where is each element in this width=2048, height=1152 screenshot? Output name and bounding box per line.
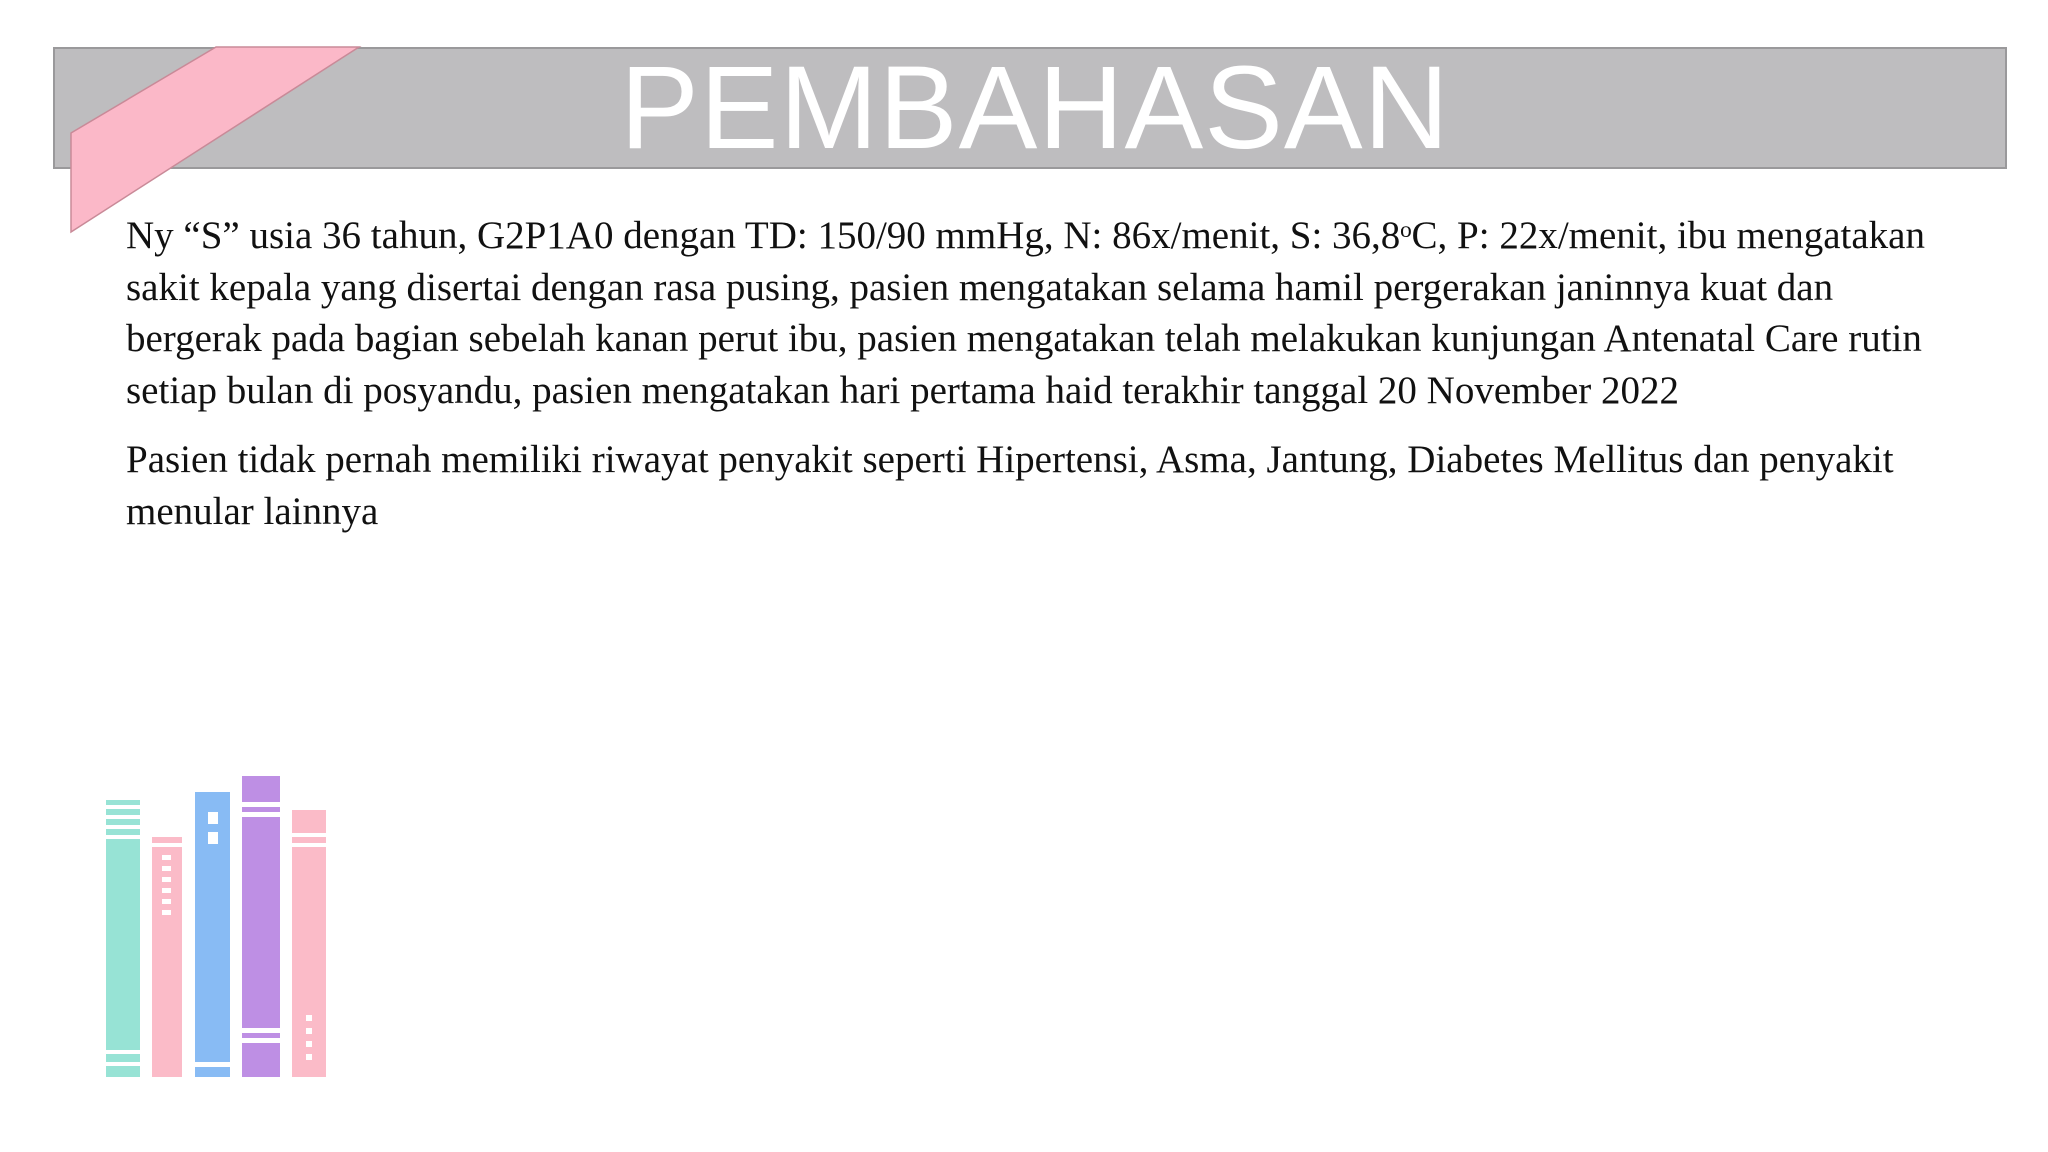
- paragraph-case: Ny “S” usia 36 tahun, G2P1A0 dengan TD: 150/90 mmHg, N: 86x/menit, S: 36,8ᵒC, P: 22x/menit, ibu mengatakan sakit kepala yang disertai dengan rasa pusing, pasien mengatakan selama hamil pergerakan janinnya kuat dan bergerak pada bagian sebelah kanan perut ibu, pasien mengatakan telah melakukan kunjungan Antenatal Care rutin setiap bulan di posyandu, pasien mengatakan hari pertama haid terakhir tanggal 20 November 2022: [126, 214, 1925, 412]
- book-purple-icon: [242, 776, 280, 1077]
- page-title: PEMBAHASAN: [620, 42, 1450, 174]
- slide-body: [126, 210, 1926, 555]
- book-lightpink-icon: [292, 810, 326, 1077]
- paragraph-history: Pasien tidak pernah memiliki riwayat penyakit seperti Hipertensi, Asma, Jantung, Diabetes Mellitus dan penyakit menular lainnya: [126, 438, 1894, 533]
- book-blue-icon: [195, 792, 230, 1077]
- books-icon: [100, 770, 340, 1080]
- book-pink-icon: [152, 837, 182, 1077]
- book-teal-icon: [106, 800, 140, 1077]
